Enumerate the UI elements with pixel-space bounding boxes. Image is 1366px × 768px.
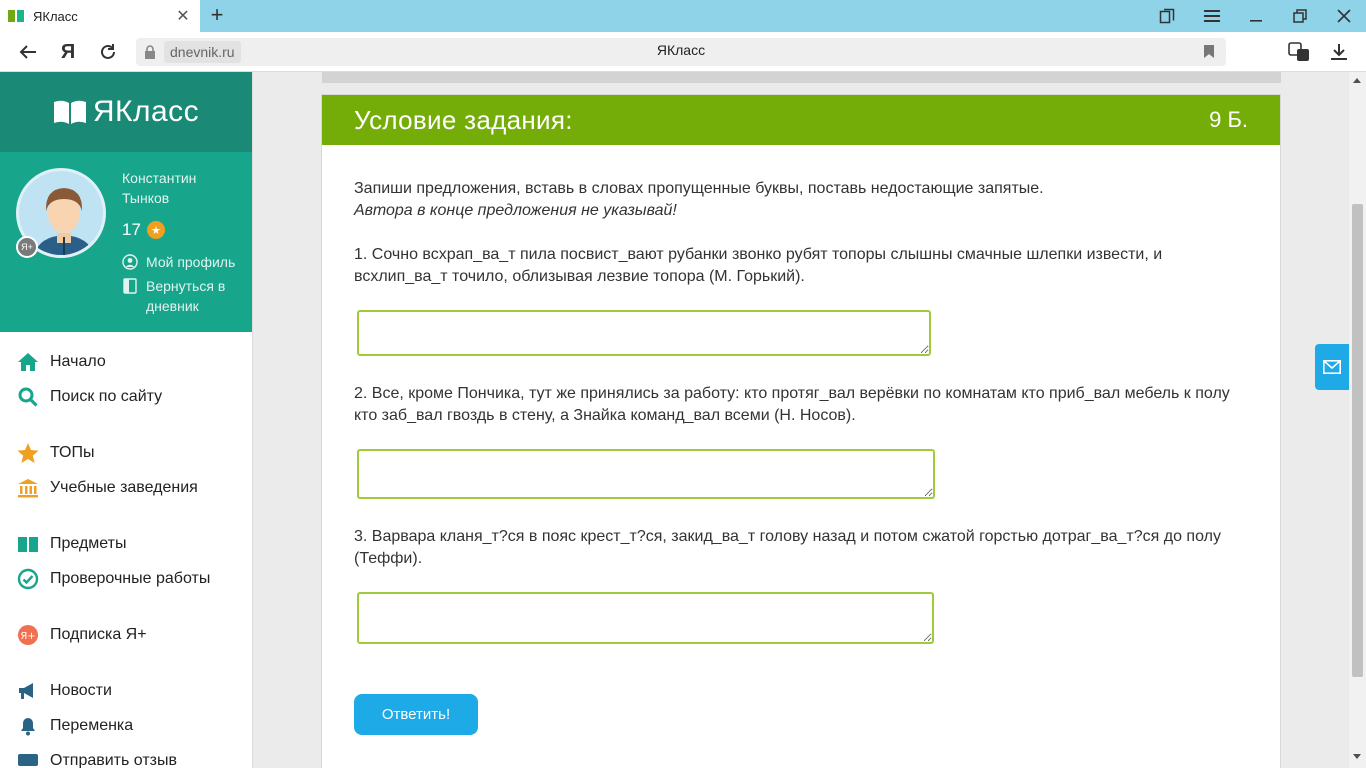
url-page-title: ЯКласс <box>656 42 706 58</box>
star-icon <box>16 441 40 465</box>
logo-text: ЯКласс <box>92 95 200 128</box>
task-score: 9 Б. <box>1209 107 1248 132</box>
profile-panel <box>0 152 252 332</box>
institution-icon <box>16 476 40 500</box>
sidebar-item-label: Предметы <box>50 534 127 552</box>
sidebar-menu <box>0 332 252 768</box>
scrollbar-thumb[interactable] <box>1352 204 1363 677</box>
url-field[interactable] <box>136 38 1226 66</box>
megaphone-icon <box>16 679 40 703</box>
close-window-icon[interactable] <box>1322 0 1366 32</box>
sidebar-item-feedback[interactable] <box>0 743 252 768</box>
points-star-icon: ★ <box>147 221 165 239</box>
home-icon <box>16 350 40 374</box>
sidebar-item-label: Проверочные работы <box>50 569 211 587</box>
scroll-up-icon[interactable] <box>1353 78 1361 83</box>
sidebar-item-home[interactable] <box>0 344 252 379</box>
yandex-home-icon[interactable]: Я <box>60 40 76 63</box>
tab-title: ЯКласс <box>33 8 78 24</box>
task-title: Условие задания: <box>354 104 573 135</box>
feedback-icon <box>16 749 40 768</box>
answer-field-3[interactable] <box>357 592 934 644</box>
sidebar-item-label: Подписка Я+ <box>50 625 147 643</box>
task-body <box>322 145 1280 735</box>
scroll-down-icon[interactable] <box>1353 754 1361 759</box>
diary-label: Вернуться в дневник <box>146 278 226 314</box>
url-domain: dnevnik.ru <box>164 41 241 63</box>
browser-tab[interactable] <box>0 0 200 32</box>
minimize-icon[interactable] <box>1234 0 1278 32</box>
search-icon <box>16 385 40 409</box>
svg-text:Я+: Я+ <box>20 630 36 642</box>
my-profile-label: Мой профиль <box>146 254 236 270</box>
user-points <box>122 220 165 240</box>
diary-icon <box>122 278 138 294</box>
my-profile-link[interactable] <box>122 252 235 272</box>
diary-link[interactable] <box>122 276 240 316</box>
task-instruction-note: Автора в конце предложения не указывай! <box>354 202 677 219</box>
page-scrollbar[interactable] <box>1349 72 1366 768</box>
task-sentence-3: 3. Варвара кланя_т?ся в пояс крест_т?ся, закид_ва_т голову назад и потом сжатой горстью дотраг_ва_т?ся до полу (Теффи). <box>354 528 1221 567</box>
answer-field-1[interactable] <box>357 310 931 356</box>
profile-icon <box>122 254 138 270</box>
restore-icon[interactable] <box>1278 0 1322 32</box>
download-icon[interactable] <box>1326 40 1352 64</box>
sidebar-item-break[interactable] <box>0 708 252 743</box>
sidebar-item-label: Начало <box>50 352 106 370</box>
mail-icon[interactable] <box>1315 344 1349 390</box>
sidebar-item-label: Учебные заведения <box>50 478 198 496</box>
user-name[interactable]: Константин Тынков <box>122 170 197 206</box>
menu-icon[interactable] <box>1190 0 1234 32</box>
sidebar-item-label: ТОПы <box>50 443 95 461</box>
check-circle-icon <box>16 567 40 591</box>
sidebar-item-label: Отправить отзыв <box>50 751 177 768</box>
submit-answer-button[interactable]: Ответить! <box>354 694 478 735</box>
task-sentence-1: 1. Сочно всхрап_ва_т пила посвист_вают рубанки звонко рубят топоры слышны смачные шлепки извести, и всхлип_ва_т точило, облизывая лезвие топора (М. Горький). <box>354 246 1163 285</box>
site-logo[interactable] <box>0 72 252 152</box>
close-tab-icon[interactable]: ✕ <box>176 8 190 25</box>
translate-icon[interactable] <box>1286 40 1312 64</box>
browser-address-bar <box>0 32 1366 72</box>
reload-icon[interactable] <box>96 40 120 64</box>
sidebar-item-label: Новости <box>50 681 112 699</box>
browser-tab-bar <box>0 0 1366 32</box>
sidebar-item-subscription[interactable] <box>0 617 252 652</box>
answer-field-2[interactable] <box>357 449 935 499</box>
plus-subscription-icon <box>16 623 40 647</box>
sidebar-item-news[interactable] <box>0 673 252 708</box>
plus-badge: Я+ <box>16 236 38 258</box>
sidebar-item-search[interactable] <box>0 379 252 414</box>
sidebar-item-subjects[interactable] <box>0 526 252 561</box>
task-card <box>321 94 1281 768</box>
sidebar-item-tops[interactable] <box>0 435 252 470</box>
sidebar <box>0 72 253 768</box>
sidebar-item-tests[interactable] <box>0 561 252 596</box>
sidebar-item-institutions[interactable] <box>0 470 252 505</box>
task-sentence-2: 2. Все, кроме Пончика, тут же принялись за работу: кто протяг_вал верёвки по комнатам кто приб_вал мебель к полу кто заб_вал гвоздь в стену, а Знайка команд_вал всеми (Н. Носов). <box>354 385 1230 424</box>
new-tab-icon[interactable]: + <box>210 2 224 27</box>
sidebar-item-label: Поиск по сайту <box>50 387 163 405</box>
book-logo-icon <box>53 99 87 125</box>
back-icon[interactable] <box>16 40 40 64</box>
previous-block-edge <box>322 72 1281 83</box>
task-header <box>322 95 1280 145</box>
points-value: 17 <box>122 220 141 239</box>
sidebar-item-label: Переменка <box>50 716 134 734</box>
collections-icon[interactable] <box>1145 0 1189 32</box>
task-instruction: Запиши предложения, вставь в словах пропущенные буквы, поставь недостающие запятые. <box>354 180 1044 197</box>
bell-icon <box>16 714 40 738</box>
book-icon <box>16 532 40 556</box>
yaklass-favicon-icon <box>8 10 24 22</box>
